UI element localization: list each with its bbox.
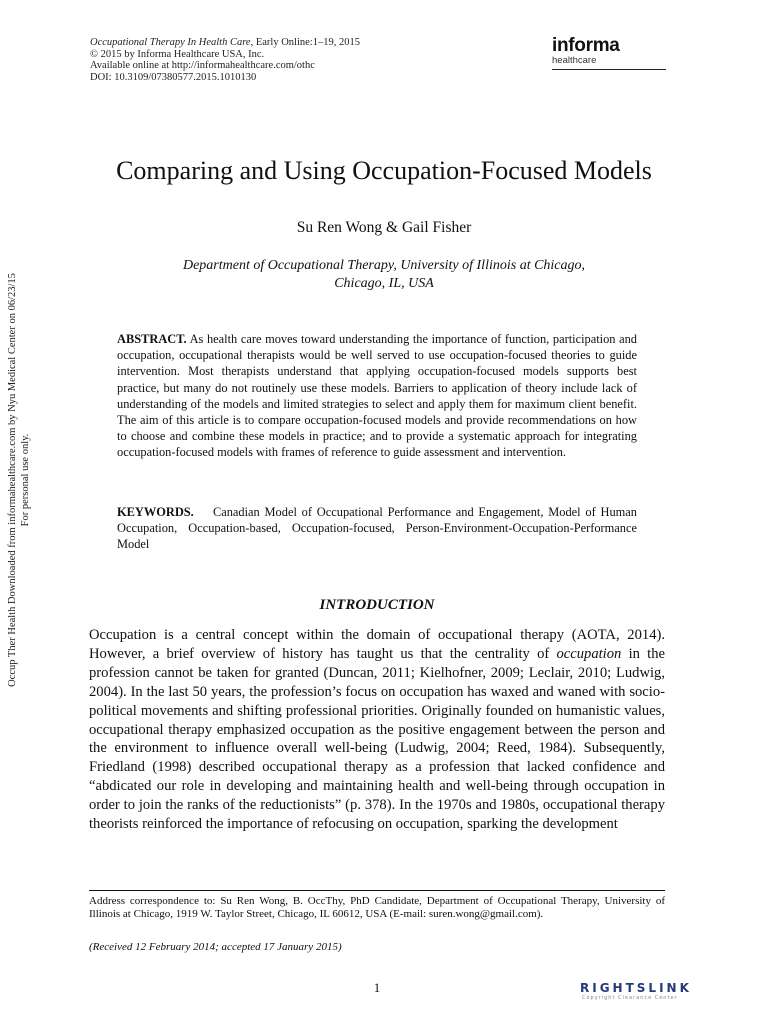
article-authors: Su Ren Wong & Gail Fisher: [296, 219, 472, 236]
abstract-text: As health care moves toward understanding the importance of function, participation and occupation, occupational therapists would be well served to use occupation-focused theories to guide intervention. Most therapists understand that applying occupation-focused models supports best practice, but many do not routinely use these models. Barriers to application of theory include lack of understanding of the models and limited strategies to select and apply them for maximum client benefit. The aim of this article is to compare occupation-focused models and provide recommendations on how to choose and combine these models in practice; and to provide a systematic approach for integrating occupation-focused models with frames of reference to guide assessment and intervention.: [117, 332, 637, 460]
doi-line: DOI: 10.3109/07380577.2015.1010130: [90, 71, 257, 83]
correspondence-footnote: Address correspondence to: Su Ren Wong, B. OccThy, PhD Candidate, Department of Occupational Therapy, University of Illinois at Chicago, 1919 W. Taylor Street, Chicago, IL 60612, USA (E-mail: suren.wong@gmail.com).: [89, 895, 665, 920]
intro-emphasis: occupation: [556, 645, 622, 662]
keywords: [117, 504, 637, 553]
journal-name: Occupational Therapy In Health Care: [90, 37, 251, 48]
journal-header: [90, 37, 360, 83]
section-heading-introduction: INTRODUCTION: [319, 597, 435, 613]
affiliation-line-1: Department of Occupational Therapy, University of Illinois at Chicago,: [182, 258, 586, 273]
logo-subtitle: healthcare: [552, 56, 666, 70]
copyright-line: © 2015 by Informa Healthcare USA, Inc.: [90, 48, 265, 60]
rightslink-subtitle: Copyright Clearance Center: [582, 995, 678, 1001]
keywords-label: KEYWORDS.: [117, 505, 194, 519]
author-affiliation: [120, 257, 648, 293]
received-dates: (Received 12 February 2014; accepted 17 January 2015): [89, 941, 342, 953]
affiliation-line-2: Chicago, IL, USA: [334, 276, 434, 291]
intro-text-2: in the profession cannot be taken for granted (Duncan, 2011; Kielhofner, 2009; Leclair, 2010; Ludwig, 2004). In the last 50 years, the profession’s focus on occupation has waxed and waned with socio-political movements and shifting professional priorities. Originally founded on humanistic values, occupational therapy emphasized occupation as the positive engagement between the person and the environment to influence overall well-being (Ludwig, 2004; Reed, 1984). Subsequently, Friedland (1998) described occupational therapy as a profession that lacked confidence and “abdicated our role in developing and maintaining health and well-being through occupation in order to join the ranks of the reductionists” (p. 378). In the 1970s and 1980s, occupational therapy theorists reinforced the importance of refocusing on occupation, sparking the development: [89, 645, 665, 833]
keywords-text: Canadian Model of Occupational Performance and Engagement, Model of Human Occupation, Occupation-based, Occupation-focused, Person-Environment-Occupation-Performance Model: [117, 505, 637, 552]
availability-line: Available online at http://informahealthcare.com/othc: [90, 60, 315, 71]
footnote-divider: [89, 890, 665, 891]
journal-citation: [90, 37, 360, 49]
intro-text-1: Occupation is a central concept within the domain of occupational therapy (AOTA, 2014). However, a brief overview of history has taught us that the centrality of: [89, 627, 665, 662]
rightslink-wordmark: RIGHTSLINK: [580, 981, 692, 995]
watermark-line-2: For personal use only.: [20, 433, 31, 527]
abstract-label: ABSTRACT.: [117, 332, 187, 346]
journal-issue: , Early Online:1–19, 2015: [250, 37, 360, 48]
publisher-logo: [552, 36, 666, 70]
download-watermark: [6, 270, 46, 690]
logo-wordmark: informa: [552, 35, 620, 56]
introduction-paragraph: [89, 626, 665, 834]
rightslink-logo: [580, 981, 750, 1001]
watermark-line-1: Occup Ther Health Downloaded from informahealthcare.com by Nyu Medical Center on 06/23/15: [7, 273, 18, 687]
page-number: 1: [373, 980, 381, 995]
article-title: Comparing and Using Occupation-Focused Models: [116, 156, 652, 185]
abstract: [117, 331, 637, 461]
